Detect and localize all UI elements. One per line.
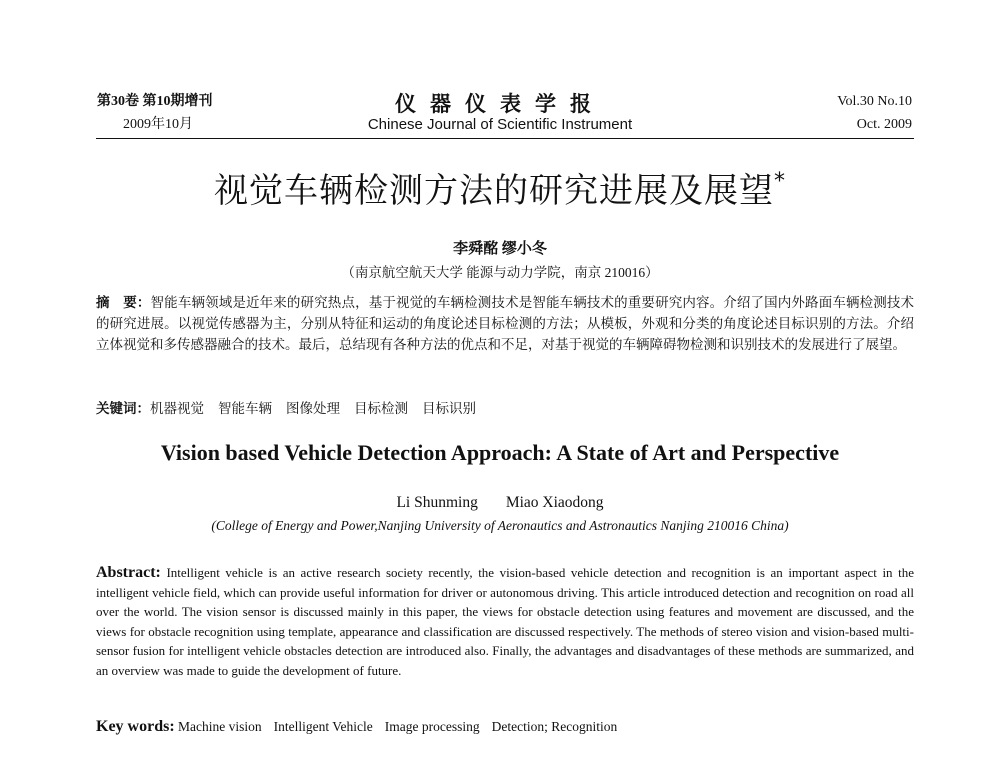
abstract-cn [96, 292, 914, 355]
affiliation-cn: （南京航空航天大学 能源与动力学院，南京 210016） [341, 265, 659, 280]
date-en: Oct. 2009 [856, 117, 912, 132]
abstract-cn-text: 智能车辆领域是近年来的研究热点，基于视觉的车辆检测技术是智能车辆技术的重要研究内容。介绍了国内外路面车辆检测技术的研究进展。以视觉传感器为主，分别从特征和运动的角度论述目标检测的方法；从模板，外观和分类的角度论述目标识别的方法。介绍立体视觉和多传感器融合的技术。最后，总结现有各种方法的优点和不足，对基于视觉的车辆障碍物检测和识别技术的发展进行了展望。 [96, 295, 915, 352]
journal-name-en: Chinese Journal of Scientific Instrument [367, 116, 633, 133]
keyword-en: Detection; Recognition [491, 719, 618, 734]
date-cn: 2009年10月 [123, 117, 193, 132]
keyword-cn: 目标检测 [354, 401, 408, 416]
abstract-cn-label: 摘 要： [96, 295, 151, 310]
keyword-en: Machine vision [178, 719, 262, 734]
volume-issue-en: Vol.30 No.10 [837, 94, 912, 109]
author-en: Li Shunming [396, 494, 478, 511]
paper-title-cn-text: 视觉车辆检测方法的研究进展及展望 [214, 171, 774, 211]
abstract-en [96, 563, 914, 681]
abstract-en-label: Abstract: [96, 564, 161, 581]
journal-name-cn: 仪器仪表学报 [395, 92, 605, 116]
keywords-cn [96, 398, 914, 419]
volume-issue-cn: 第30卷 第10期增刊 [97, 94, 213, 109]
authors-en [0, 494, 1000, 512]
affiliation-en: (College of Energy and Power,Nanjing University of Aeronautics and Astronautics Nanjing 210016 China) [211, 518, 789, 533]
title-footnote-mark: * [774, 169, 786, 194]
keywords-en-label: Key words: [96, 718, 175, 735]
author-en: Miao Xiaodong [505, 494, 604, 511]
keywords-cn-label: 关键词： [96, 401, 150, 416]
keywords-en [96, 718, 914, 736]
header-rule [96, 138, 914, 139]
keyword-cn: 智能车辆 [218, 401, 272, 416]
authors-cn: 李舜酩 缪小冬 [453, 241, 547, 257]
keyword-cn: 机器视觉 [150, 401, 204, 416]
paper-title-en: Vision based Vehicle Detection Approach: A State of Art and Perspective [160, 440, 840, 465]
abstract-en-text: Intelligent vehicle is an active research society recently, the vision-based vehicle detection and recognition is an important aspect in the intelligent vehicle field, which can provide useful information for driver or autonomous driving. This article introduced detection and recognition on road all over the world. The vision sensor is discussed mainly in this paper, the views for obstacle detection using features and movement are discussed, and the views for obstacle recognition using template, appearance and classification are discussed respectively. The methods of stereo vision and vision-based multi-sensor fusion for intelligent vehicle obstacles detection are introduced also. Finally, the advantages and disadvantages of these methods are summarized, and an overview was made to guide the development of future. [96, 565, 914, 678]
paper-title-cn [0, 163, 1000, 212]
keyword-cn: 目标识别 [422, 401, 476, 416]
keyword-cn: 图像处理 [286, 401, 340, 416]
keyword-en: Image processing [384, 719, 480, 734]
keyword-en: Intelligent Vehicle [273, 719, 373, 734]
